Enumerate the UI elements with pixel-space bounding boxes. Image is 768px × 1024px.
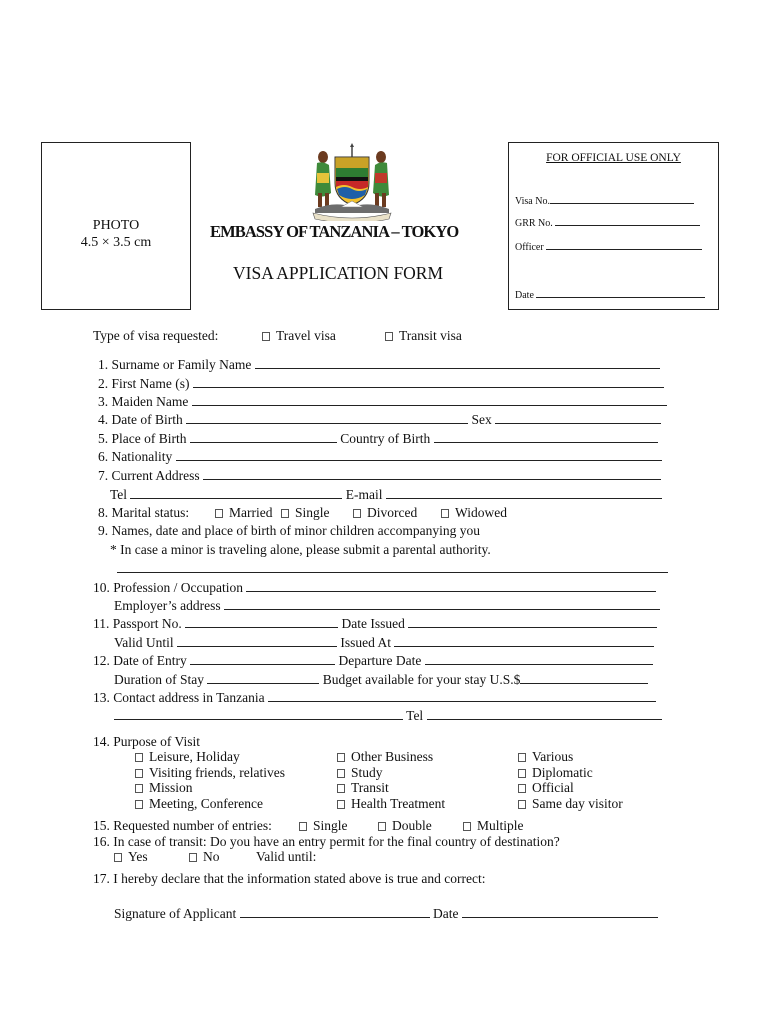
married-option[interactable] [215,505,272,521]
purpose-checkbox[interactable] [337,769,345,778]
valid-until-line [177,635,337,647]
date-entry-line [190,653,335,665]
entries-double-option[interactable] [378,818,432,834]
purpose-option-label: Official [532,780,574,795]
children-line[interactable] [117,572,668,573]
passport-label: 11. Passport No. [93,616,182,631]
budget-label: Budget available for your stay U.S.$ [322,672,521,687]
purpose-option-label: Transit [351,780,389,795]
grr-no-label: GRR No. [515,218,553,229]
duration-label: Duration of Stay [114,672,204,687]
widowed-label: Widowed [455,505,507,520]
signature-label: Signature of Applicant [114,906,237,921]
profession-field[interactable] [93,580,656,596]
purpose-option[interactable] [135,765,285,781]
issued-at-label: Issued At [340,635,391,650]
entries-multiple-option[interactable] [463,818,524,834]
tel-line [130,487,342,499]
purpose-option[interactable] [135,749,240,765]
entries-multiple-label: Multiple [477,818,524,833]
pob-field[interactable] [98,431,658,447]
visa-type-label: Type of visa requested: [93,328,219,343]
divorced-label: Divorced [367,505,418,520]
entries-single-checkbox[interactable] [299,822,307,831]
purpose-checkbox[interactable] [337,753,345,762]
transit-visa-checkbox[interactable] [385,332,393,341]
purpose-option[interactable] [518,749,573,765]
purpose-option[interactable] [518,765,593,781]
dob-line [186,412,468,424]
date-issued-label: Date Issued [341,616,405,631]
budget-line [520,672,648,684]
transit-label: 16. In case of transit: Do you have an entry permit for the final country of destination? [93,834,560,849]
signature-date-line [462,906,658,918]
passport-field[interactable] [93,616,657,632]
contact-field[interactable] [93,690,656,706]
divorced-option[interactable] [353,505,417,521]
contact-tel-line [427,708,662,720]
coat-of-arms-emblem [305,143,399,221]
purpose-option-label: Same day visitor [532,796,623,811]
purpose-checkbox[interactable] [135,800,143,809]
purpose-checkbox[interactable] [518,753,526,762]
divorced-checkbox[interactable] [353,509,361,518]
travel-visa-label: Travel visa [276,328,336,343]
officer-label: Officer [515,242,544,253]
married-label: Married [229,505,273,520]
first-name-field[interactable] [98,376,664,392]
single-status-label: Single [295,505,330,520]
officer-field[interactable] [515,238,702,253]
signature-date-label: Date [432,906,459,921]
official-use-box [508,142,719,310]
employer-label: Employer’s address [114,598,221,613]
official-use-title: FOR OFFICIAL USE ONLY [546,152,681,164]
sex-line [495,412,661,424]
signature-line [240,906,430,918]
contact-tel-label: Tel [406,708,424,723]
grr-no-line [555,214,700,226]
purpose-label: 14. Purpose of Visit [93,734,200,749]
marital-label: 8. Marital status: [98,505,190,520]
purpose-option-label: Health Treatment [351,796,446,811]
travel-visa-checkbox[interactable] [262,332,270,341]
purpose-option[interactable] [518,796,623,812]
purpose-option-label: Diplomatic [532,765,593,780]
purpose-checkbox[interactable] [135,784,143,793]
employer-line [224,598,660,610]
address-field[interactable] [98,468,661,484]
transit-no-checkbox[interactable] [189,853,197,862]
dob-field[interactable] [98,412,661,428]
nationality-label: 6. Nationality [98,449,173,464]
transit-visa-option[interactable] [385,328,462,344]
transit-no-label: No [203,849,220,864]
purpose-checkbox[interactable] [518,784,526,793]
form-title: VISA APPLICATION FORM [233,263,444,283]
valid-until-field[interactable] [114,635,654,651]
official-date-label: Date [515,290,534,301]
email-line [386,487,662,499]
nationality-field[interactable] [98,449,662,465]
transit-no-option[interactable] [189,849,220,865]
embassy-title: EMBASSY OF TANZANIA – TOKYO [210,222,459,241]
purpose-option-label: Leisure, Holiday [149,749,240,764]
maiden-name-line [192,394,667,406]
photo-box[interactable] [41,142,191,310]
purpose-checkbox[interactable] [135,753,143,762]
surname-field[interactable] [98,357,660,373]
purpose-option[interactable] [135,796,263,812]
dob-label: 4. Date of Birth [98,412,183,427]
pob-line [190,431,337,443]
cob-line [434,431,658,443]
tel-email-row[interactable] [110,487,662,503]
purpose-checkbox[interactable] [518,800,526,809]
purpose-option-label: Mission [149,780,193,795]
cob-label: Country of Birth [340,431,431,446]
profession-label: 10. Profession / Occupation [93,580,243,595]
single-status-checkbox[interactable] [281,509,289,518]
purpose-option[interactable] [135,780,193,796]
grr-no-field[interactable] [515,214,700,229]
entries-multiple-checkbox[interactable] [463,822,471,831]
purpose-option-label: Other Business [351,749,434,764]
purpose-option-label: Meeting, Conference [149,796,263,811]
address-label: 7. Current Address [98,468,200,483]
duration-line [207,672,319,684]
photo-label-line2: 4.5 × 3.5 cm [80,235,152,250]
departure-label: Departure Date [338,653,422,668]
photo-label [42,217,190,251]
purpose-option[interactable] [518,780,574,796]
address-line [203,468,661,480]
transit-visa-label: Transit visa [399,328,462,343]
contact-line-2 [114,708,403,720]
purpose-option[interactable] [337,765,383,781]
visa-no-field[interactable] [515,192,694,207]
children-label: 9. Names, date and place of birth of minor children accompanying you [98,523,481,538]
purpose-checkbox[interactable] [518,769,526,778]
transit-yes-label: Yes [128,849,148,864]
maiden-name-label: 3. Maiden Name [98,394,189,409]
widowed-checkbox[interactable] [441,509,449,518]
entries-double-checkbox[interactable] [378,822,386,831]
officer-line [546,238,702,250]
departure-line [425,653,653,665]
sex-label: Sex [471,412,492,427]
purpose-option-label: Visiting friends, relatives [149,765,286,780]
widowed-option[interactable] [441,505,507,521]
photo-label-line1: PHOTO [92,218,140,233]
date-issued-line [408,616,657,628]
employer-field[interactable] [114,598,660,614]
purpose-checkbox[interactable] [135,769,143,778]
visa-no-label: Visa No. [515,196,550,207]
profession-line [246,580,656,592]
contact-tel-row[interactable] [114,708,662,724]
valid-until-label: Valid Until [114,635,174,650]
pob-label: 5. Place of Birth [98,431,187,446]
purpose-checkbox[interactable] [337,800,345,809]
entries-single-option[interactable] [299,818,348,834]
tel-label: Tel [110,487,128,502]
maiden-name-field[interactable] [98,394,667,410]
issued-at-line [394,635,654,647]
entries-label: 15. Requested number of entries: [93,818,272,833]
surname-label: 1. Surname or Family Name [98,357,252,372]
purpose-option[interactable] [337,796,445,812]
transit-yes-checkbox[interactable] [114,853,122,862]
purpose-checkbox[interactable] [337,784,345,793]
first-name-line [193,376,664,388]
nationality-line [176,449,662,461]
purpose-option-label: Study [351,765,383,780]
official-date-field[interactable] [515,286,705,301]
surname-line [255,357,660,369]
purpose-option[interactable] [337,780,389,796]
email-label: E-mail [345,487,383,502]
visa-no-line [550,192,694,204]
duration-field[interactable] [114,672,648,688]
date-entry-label: 12. Date of Entry [93,653,187,668]
entries-double-label: Double [392,818,432,833]
purpose-option-label: Various [532,749,574,764]
visa-type-row [93,328,218,344]
date-entry-field[interactable] [93,653,653,669]
official-date-line [536,286,705,298]
first-name-label: 2. First Name (s) [98,376,190,391]
purpose-option[interactable] [337,749,433,765]
transit-yes-option[interactable] [114,849,148,865]
transit-valid-until: Valid until: [256,849,317,864]
contact-line [268,690,656,702]
travel-visa-option[interactable] [262,328,336,344]
minor-note: * In case a minor is traveling alone, please submit a parental authority. [110,542,491,557]
declaration-text: 17. I hereby declare that the information stated above is true and correct: [93,871,486,886]
signature-row[interactable] [114,906,658,922]
contact-label: 13. Contact address in Tanzania [93,690,265,705]
passport-line [185,616,338,628]
single-status-option[interactable] [281,505,330,521]
married-checkbox[interactable] [215,509,223,518]
entries-single-label: Single [313,818,348,833]
